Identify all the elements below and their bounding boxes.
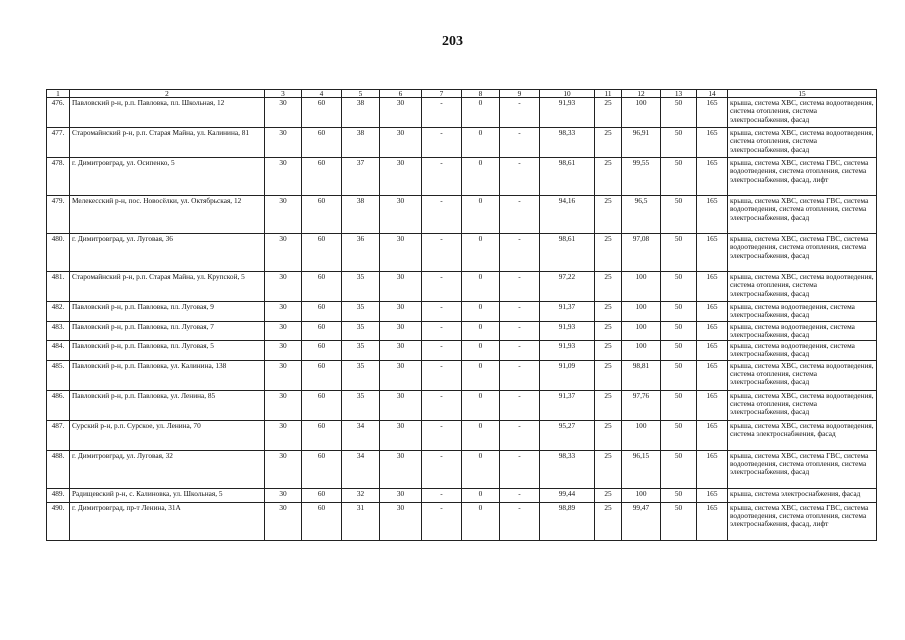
works-cell: крыша, система ХВС, система ГВС, система водоотведения, система отопления, система электроснабжения, фасад, лифт [728, 502, 877, 540]
value-cell: 50 [661, 272, 697, 302]
value-cell: 25 [595, 390, 622, 420]
value-cell: 98,33 [540, 128, 595, 158]
value-cell: 38 [342, 196, 380, 234]
value-cell: 100 [622, 302, 661, 322]
value-cell: 91,37 [540, 390, 595, 420]
value-cell: 35 [342, 272, 380, 302]
works-cell: крыша, система водоотведения, система электроснабжения, фасад [728, 302, 877, 322]
value-cell: 25 [595, 420, 622, 450]
value-cell: 98,61 [540, 234, 595, 272]
value-cell: 35 [342, 302, 380, 322]
value-cell: 165 [697, 488, 728, 502]
value-cell: 60 [302, 98, 342, 128]
table-row [47, 420, 877, 450]
value-cell: - [422, 302, 462, 322]
value-cell: - [500, 420, 540, 450]
value-cell: 100 [622, 321, 661, 341]
address-cell: г. Димитровград, ул. Луговая, 36 [70, 234, 265, 272]
value-cell: 60 [302, 128, 342, 158]
value-cell: - [422, 196, 462, 234]
value-cell: 25 [595, 341, 622, 361]
value-cell: 30 [265, 450, 302, 488]
works-cell: крыша, система электроснабжения, фасад [728, 488, 877, 502]
row-number: 488. [47, 450, 70, 488]
value-cell: 165 [697, 128, 728, 158]
value-cell: - [422, 390, 462, 420]
value-cell: 31 [342, 502, 380, 540]
value-cell: 34 [342, 450, 380, 488]
value-cell: 96,91 [622, 128, 661, 158]
value-cell: 0 [462, 196, 500, 234]
value-cell: 165 [697, 196, 728, 234]
value-cell: - [500, 302, 540, 322]
value-cell: 100 [622, 341, 661, 361]
value-cell: 100 [622, 272, 661, 302]
value-cell: 97,22 [540, 272, 595, 302]
value-cell: 30 [265, 321, 302, 341]
row-number: 481. [47, 272, 70, 302]
value-cell: 96,5 [622, 196, 661, 234]
value-cell: 0 [462, 98, 500, 128]
table-row [47, 502, 877, 540]
value-cell: - [500, 158, 540, 196]
value-cell: 30 [265, 360, 302, 390]
works-cell: крыша, система ХВС, система ГВС, система водоотведения, система отопления, система электроснабжения, фасад [728, 196, 877, 234]
value-cell: - [422, 341, 462, 361]
value-cell: 50 [661, 488, 697, 502]
value-cell: 165 [697, 450, 728, 488]
value-cell: 99,55 [622, 158, 661, 196]
address-cell: г. Димитровград, ул. Луговая, 32 [70, 450, 265, 488]
value-cell: - [500, 390, 540, 420]
value-cell: 30 [265, 158, 302, 196]
table-row [47, 321, 877, 341]
value-cell: 50 [661, 98, 697, 128]
value-cell: 30 [265, 502, 302, 540]
value-cell: 60 [302, 341, 342, 361]
value-cell: 98,33 [540, 450, 595, 488]
works-cell: крыша, система ХВС, система водоотведения, система отопления, система электроснабжения, фасад [728, 360, 877, 390]
value-cell: 165 [697, 158, 728, 196]
works-cell: крыша, система ХВС, система водоотведения, система отопления, система электроснабжения, фасад [728, 98, 877, 128]
table-row [47, 488, 877, 502]
column-number: 10 [540, 90, 595, 98]
value-cell: 25 [595, 196, 622, 234]
value-cell: 30 [265, 302, 302, 322]
value-cell: 30 [380, 272, 422, 302]
value-cell: 91,09 [540, 360, 595, 390]
table-row [47, 360, 877, 390]
value-cell: 0 [462, 234, 500, 272]
value-cell: 91,93 [540, 341, 595, 361]
address-cell: Радищевский р-н, с. Калиновка, ул. Школьная, 5 [70, 488, 265, 502]
value-cell: - [422, 272, 462, 302]
address-cell: Старомайнский р-н, р.п. Старая Майна, ул. Крупской, 5 [70, 272, 265, 302]
value-cell: 25 [595, 272, 622, 302]
value-cell: 97,76 [622, 390, 661, 420]
works-cell: крыша, система водоотведения, система электроснабжения, фасад [728, 321, 877, 341]
value-cell: 25 [595, 128, 622, 158]
table-row [47, 450, 877, 488]
value-cell: - [500, 234, 540, 272]
value-cell: 100 [622, 420, 661, 450]
value-cell: 50 [661, 302, 697, 322]
value-cell: 38 [342, 128, 380, 158]
value-cell: 32 [342, 488, 380, 502]
address-cell: Павловский р-н, р.п. Павловка, пл. Школьная, 12 [70, 98, 265, 128]
value-cell: - [422, 321, 462, 341]
column-number: 1 [47, 90, 70, 98]
value-cell: 30 [265, 272, 302, 302]
column-number: 14 [697, 90, 728, 98]
value-cell: 0 [462, 390, 500, 420]
column-number: 3 [265, 90, 302, 98]
address-cell: г. Димитровград, пр-т Ленина, 31А [70, 502, 265, 540]
row-number: 487. [47, 420, 70, 450]
table-row [47, 128, 877, 158]
value-cell: 165 [697, 360, 728, 390]
row-number: 483. [47, 321, 70, 341]
works-cell: крыша, система ХВС, система ГВС, система водоотведения, система отопления, система электроснабжения, фасад [728, 234, 877, 272]
value-cell: 30 [380, 450, 422, 488]
value-cell: 50 [661, 234, 697, 272]
value-cell: 30 [380, 196, 422, 234]
value-cell: 91,37 [540, 302, 595, 322]
works-cell: крыша, система ХВС, система водоотведения, система отопления, система электроснабжения, фасад [728, 272, 877, 302]
value-cell: 50 [661, 158, 697, 196]
column-number: 2 [70, 90, 265, 98]
address-cell: Мелекесский р-н, пос. Новосёлки, ул. Октябрьская, 12 [70, 196, 265, 234]
column-number: 9 [500, 90, 540, 98]
value-cell: - [422, 360, 462, 390]
value-cell: 25 [595, 158, 622, 196]
value-cell: 30 [265, 234, 302, 272]
address-cell: Павловский р-н, р.п. Павловка, ул. Калинина, 138 [70, 360, 265, 390]
value-cell: 30 [380, 341, 422, 361]
value-cell: 165 [697, 502, 728, 540]
column-number: 6 [380, 90, 422, 98]
value-cell: 100 [622, 488, 661, 502]
table-row [47, 390, 877, 420]
value-cell: - [422, 502, 462, 540]
value-cell: - [500, 341, 540, 361]
value-cell: 165 [697, 234, 728, 272]
value-cell: 30 [265, 420, 302, 450]
value-cell: 25 [595, 488, 622, 502]
value-cell: 25 [595, 502, 622, 540]
works-cell: крыша, система ХВС, система водоотведения, система отопления, система электроснабжения, фасад [728, 128, 877, 158]
value-cell: 60 [302, 321, 342, 341]
value-cell: 30 [265, 98, 302, 128]
address-cell: Павловский р-н, р.п. Павловка, пл. Луговая, 5 [70, 341, 265, 361]
value-cell: 34 [342, 420, 380, 450]
value-cell: 30 [380, 158, 422, 196]
row-number: 478. [47, 158, 70, 196]
value-cell: 30 [265, 390, 302, 420]
value-cell: 60 [302, 420, 342, 450]
value-cell: 50 [661, 360, 697, 390]
table-row [47, 341, 877, 361]
value-cell: 38 [342, 98, 380, 128]
value-cell: 30 [380, 502, 422, 540]
value-cell: 165 [697, 98, 728, 128]
column-number: 8 [462, 90, 500, 98]
value-cell: 60 [302, 302, 342, 322]
value-cell: 25 [595, 234, 622, 272]
table-row [47, 234, 877, 272]
value-cell: 30 [380, 321, 422, 341]
value-cell: 98,61 [540, 158, 595, 196]
works-cell: крыша, система ХВС, система ГВС, система водоотведения, система отопления, система электроснабжения, фасад [728, 450, 877, 488]
row-number: 476. [47, 98, 70, 128]
value-cell: 165 [697, 321, 728, 341]
address-cell: г. Димитровград, ул. Осипенко, 5 [70, 158, 265, 196]
address-cell: Павловский р-н, р.п. Павловка, ул. Ленина, 85 [70, 390, 265, 420]
value-cell: 165 [697, 272, 728, 302]
value-cell: 60 [302, 196, 342, 234]
column-number: 11 [595, 90, 622, 98]
value-cell: 50 [661, 128, 697, 158]
value-cell: 0 [462, 502, 500, 540]
address-cell: Павловский р-н, р.п. Павловка, пл. Луговая, 9 [70, 302, 265, 322]
value-cell: 98,89 [540, 502, 595, 540]
value-cell: 165 [697, 390, 728, 420]
value-cell: - [422, 420, 462, 450]
value-cell: 50 [661, 321, 697, 341]
value-cell: 60 [302, 360, 342, 390]
value-cell: 25 [595, 98, 622, 128]
value-cell: 165 [697, 341, 728, 361]
value-cell: 25 [595, 321, 622, 341]
value-cell: 96,15 [622, 450, 661, 488]
row-number: 477. [47, 128, 70, 158]
row-number: 486. [47, 390, 70, 420]
value-cell: - [500, 488, 540, 502]
value-cell: 30 [380, 128, 422, 158]
column-number: 5 [342, 90, 380, 98]
value-cell: 30 [265, 488, 302, 502]
value-cell: 30 [380, 234, 422, 272]
value-cell: 0 [462, 360, 500, 390]
value-cell: 35 [342, 390, 380, 420]
value-cell: 165 [697, 302, 728, 322]
table-row [47, 272, 877, 302]
value-cell: 60 [302, 502, 342, 540]
value-cell: 35 [342, 321, 380, 341]
table-row [47, 98, 877, 128]
value-cell: 0 [462, 128, 500, 158]
value-cell: 37 [342, 158, 380, 196]
value-cell: 35 [342, 341, 380, 361]
table-row [47, 196, 877, 234]
value-cell: - [500, 272, 540, 302]
value-cell: 30 [380, 420, 422, 450]
works-cell: крыша, система водоотведения, система электроснабжения, фасад [728, 341, 877, 361]
row-number: 489. [47, 488, 70, 502]
value-cell: 91,93 [540, 321, 595, 341]
value-cell: 30 [265, 341, 302, 361]
value-cell: 60 [302, 272, 342, 302]
value-cell: 60 [302, 390, 342, 420]
value-cell: - [500, 450, 540, 488]
page-number: 203 [442, 34, 463, 49]
value-cell: - [422, 128, 462, 158]
value-cell: 60 [302, 488, 342, 502]
value-cell: 0 [462, 341, 500, 361]
value-cell: - [500, 360, 540, 390]
value-cell: 30 [380, 390, 422, 420]
value-cell: - [500, 98, 540, 128]
value-cell: - [500, 196, 540, 234]
value-cell: 35 [342, 360, 380, 390]
value-cell: 98,81 [622, 360, 661, 390]
value-cell: 60 [302, 158, 342, 196]
column-number: 7 [422, 90, 462, 98]
value-cell: 30 [265, 128, 302, 158]
value-cell: - [500, 128, 540, 158]
value-cell: 165 [697, 420, 728, 450]
value-cell: 50 [661, 450, 697, 488]
value-cell: - [422, 234, 462, 272]
value-cell: - [422, 158, 462, 196]
value-cell: 0 [462, 321, 500, 341]
value-cell: 25 [595, 302, 622, 322]
value-cell: 30 [380, 360, 422, 390]
value-cell: 50 [661, 341, 697, 361]
value-cell: 99,47 [622, 502, 661, 540]
value-cell: 94,16 [540, 196, 595, 234]
row-number: 484. [47, 341, 70, 361]
value-cell: 100 [622, 98, 661, 128]
value-cell: 25 [595, 360, 622, 390]
row-number: 490. [47, 502, 70, 540]
value-cell: - [500, 502, 540, 540]
row-number: 479. [47, 196, 70, 234]
value-cell: 95,27 [540, 420, 595, 450]
column-number: 12 [622, 90, 661, 98]
column-number: 13 [661, 90, 697, 98]
value-cell: 0 [462, 450, 500, 488]
value-cell: - [422, 450, 462, 488]
value-cell: 0 [462, 158, 500, 196]
register-table [46, 89, 877, 541]
works-cell: крыша, система ХВС, система ГВС, система водоотведения, система отопления, система электроснабжения, фасад, лифт [728, 158, 877, 196]
table-row [47, 158, 877, 196]
works-cell: крыша, система ХВС, система водоотведения, система отопления, система электроснабжения, фасад [728, 390, 877, 420]
value-cell: - [422, 98, 462, 128]
value-cell: 30 [380, 488, 422, 502]
column-number: 15 [728, 90, 877, 98]
value-cell: 0 [462, 488, 500, 502]
value-cell: 30 [265, 196, 302, 234]
value-cell: 60 [302, 234, 342, 272]
column-number: 4 [302, 90, 342, 98]
value-cell: 97,08 [622, 234, 661, 272]
value-cell: 50 [661, 196, 697, 234]
value-cell: 0 [462, 272, 500, 302]
value-cell: - [500, 321, 540, 341]
works-cell: крыша, система ХВС, система водоотведения, система электроснабжения, фасад [728, 420, 877, 450]
row-number: 485. [47, 360, 70, 390]
value-cell: 30 [380, 302, 422, 322]
value-cell: 30 [380, 98, 422, 128]
address-cell: Сурский р-н, р.п. Сурское, ул. Ленина, 70 [70, 420, 265, 450]
value-cell: 25 [595, 450, 622, 488]
value-cell: 36 [342, 234, 380, 272]
value-cell: 0 [462, 420, 500, 450]
row-number: 482. [47, 302, 70, 322]
value-cell: 0 [462, 302, 500, 322]
value-cell: - [422, 488, 462, 502]
row-number: 480. [47, 234, 70, 272]
value-cell: 50 [661, 390, 697, 420]
value-cell: 50 [661, 502, 697, 540]
value-cell: 60 [302, 450, 342, 488]
address-cell: Павловский р-н, р.п. Павловка, пл. Луговая, 7 [70, 321, 265, 341]
value-cell: 91,93 [540, 98, 595, 128]
column-number-row [47, 90, 877, 98]
address-cell: Старомайнский р-н, р.п. Старая Майна, ул. Калинина, 81 [70, 128, 265, 158]
value-cell: 50 [661, 420, 697, 450]
value-cell: 99,44 [540, 488, 595, 502]
table-row [47, 302, 877, 322]
